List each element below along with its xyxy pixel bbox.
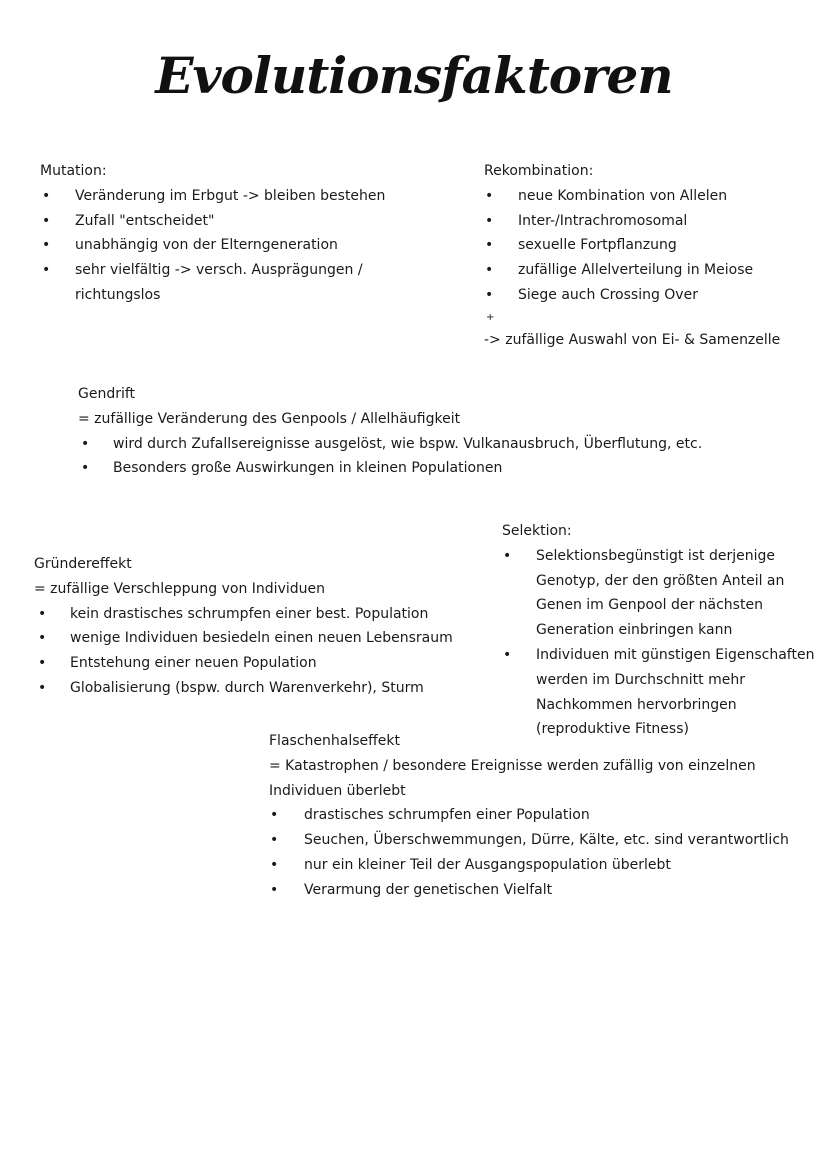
section-heading: Gründereffekt <box>34 556 132 572</box>
section-rekombination <box>484 159 814 353</box>
bullet-icon: • <box>42 212 51 229</box>
list-item-text: Globalisierung (bspw. durch Warenverkehr), Sturm <box>70 679 424 696</box>
list-item <box>484 283 814 308</box>
list-item <box>484 258 814 283</box>
definition-text: = zufällige Veränderung des Genpools / Allelhäufigkeit <box>78 410 461 427</box>
bullet-icon: • <box>485 237 494 254</box>
section-mutation <box>40 159 440 308</box>
list-item-text: sehr vielfältig -> versch. Ausprägungen / richtungslos <box>75 262 363 303</box>
list-item-text: wenige Individuen besiedeln einen neuen Lebensraum <box>70 630 453 647</box>
section-heading: Rekombination: <box>484 163 594 179</box>
list-item <box>484 209 814 234</box>
list-item-text: Besonders große Auswirkungen in kleinen Populationen <box>113 460 503 477</box>
bullet-list <box>40 184 440 308</box>
list-item-text: Entstehung einer neuen Population <box>70 655 317 672</box>
bullet-icon: • <box>81 435 90 452</box>
bullet-icon: • <box>38 679 47 696</box>
list-item-text: Individuen mit günstigen Eigenschaften werden im Durchschnitt mehr Nachkommen hervorbringen (reproduktive Fitness) <box>536 646 815 738</box>
bullet-icon: • <box>81 460 90 477</box>
conclusion-text: -> zufällige Auswahl von Ei- & Samenzelle <box>484 331 781 348</box>
plus-sign: + <box>486 311 495 323</box>
list-item-text: zufällige Allelverteilung in Meiose <box>518 262 754 279</box>
list-item-text: kein drastisches schrumpfen einer best. Population <box>70 605 429 622</box>
bullet-icon: • <box>270 832 279 849</box>
list-item-text: Inter-/Intrachromosomal <box>518 212 688 229</box>
list-item <box>78 456 718 481</box>
list-item <box>34 626 454 651</box>
bullet-list <box>269 803 789 902</box>
list-item-text: neue Kombination von Allelen <box>518 187 728 204</box>
section-heading: Gendrift <box>78 386 136 402</box>
list-item <box>78 432 718 457</box>
section-gruendereffekt <box>34 552 454 701</box>
bullet-list <box>484 184 814 308</box>
bullet-icon: • <box>503 547 512 564</box>
bullet-icon: • <box>270 856 279 873</box>
list-item <box>34 602 454 627</box>
list-item-text: sexuelle Fortpflanzung <box>518 237 677 254</box>
list-item <box>269 828 789 853</box>
section-selektion <box>502 519 824 742</box>
bullet-icon: • <box>503 646 512 663</box>
list-item <box>34 676 454 701</box>
bullet-icon: • <box>38 655 47 672</box>
bullet-list <box>502 544 824 742</box>
bullet-icon: • <box>485 262 494 279</box>
list-item <box>40 233 440 258</box>
section-heading: Mutation: <box>40 163 107 179</box>
section-gendrift <box>78 382 718 481</box>
list-item-text: Veränderung im Erbgut -> bleiben bestehen <box>75 187 386 204</box>
list-item-text: unabhängig von der Elterngeneration <box>75 237 338 254</box>
list-item-text: Seuchen, Überschwemmungen, Dürre, Kälte, etc. sind verantwortlich <box>304 832 789 849</box>
bullet-icon: • <box>38 605 47 622</box>
list-item-text: Siege auch Crossing Over <box>518 286 698 303</box>
bullet-list <box>34 602 454 701</box>
list-item-text: Selektionsbegünstigt ist derjenige Genotyp, der den größten Anteil an Genen im Genpool der nächsten Generation einbringen kann <box>536 547 785 639</box>
page-title: Evolutionsfaktoren <box>155 45 673 105</box>
list-item-text: drastisches schrumpfen einer Population <box>304 807 590 824</box>
list-item-text: nur ein kleiner Teil der Ausgangspopulation überlebt <box>304 856 671 873</box>
list-item <box>269 853 789 878</box>
list-item <box>40 258 440 308</box>
list-item <box>502 643 824 742</box>
definition-text: = zufällige Verschleppung von Individuen <box>34 580 325 597</box>
list-item <box>484 184 814 209</box>
section-heading: Selektion: <box>502 523 572 539</box>
bullet-icon: • <box>485 212 494 229</box>
bullet-icon: • <box>485 286 494 303</box>
list-item-text: wird durch Zufallsereignisse ausgelöst, wie bspw. Vulkanausbruch, Überflutung, etc. <box>113 435 703 452</box>
list-item-text: Zufall "entscheidet" <box>75 212 215 229</box>
section-flaschenhalseffekt <box>269 729 789 903</box>
bullet-icon: • <box>270 807 279 824</box>
list-item <box>484 233 814 258</box>
section-heading: Flaschenhalseffekt <box>269 733 400 749</box>
list-item <box>269 803 789 828</box>
bullet-icon: • <box>42 187 51 204</box>
list-item <box>40 209 440 234</box>
list-item <box>269 878 789 903</box>
list-item <box>502 544 824 643</box>
list-item <box>40 184 440 209</box>
bullet-icon: • <box>485 187 494 204</box>
bullet-icon: • <box>42 262 51 279</box>
bullet-icon: • <box>270 881 279 898</box>
definition-text: = Katastrophen / besondere Ereignisse werden zufällig von einzelnen Individuen überlebt <box>269 757 756 799</box>
bullet-icon: • <box>42 237 51 254</box>
list-item-text: Verarmung der genetischen Vielfalt <box>304 881 553 898</box>
bullet-list <box>78 432 718 482</box>
bullet-icon: • <box>38 630 47 647</box>
list-item <box>34 651 454 676</box>
